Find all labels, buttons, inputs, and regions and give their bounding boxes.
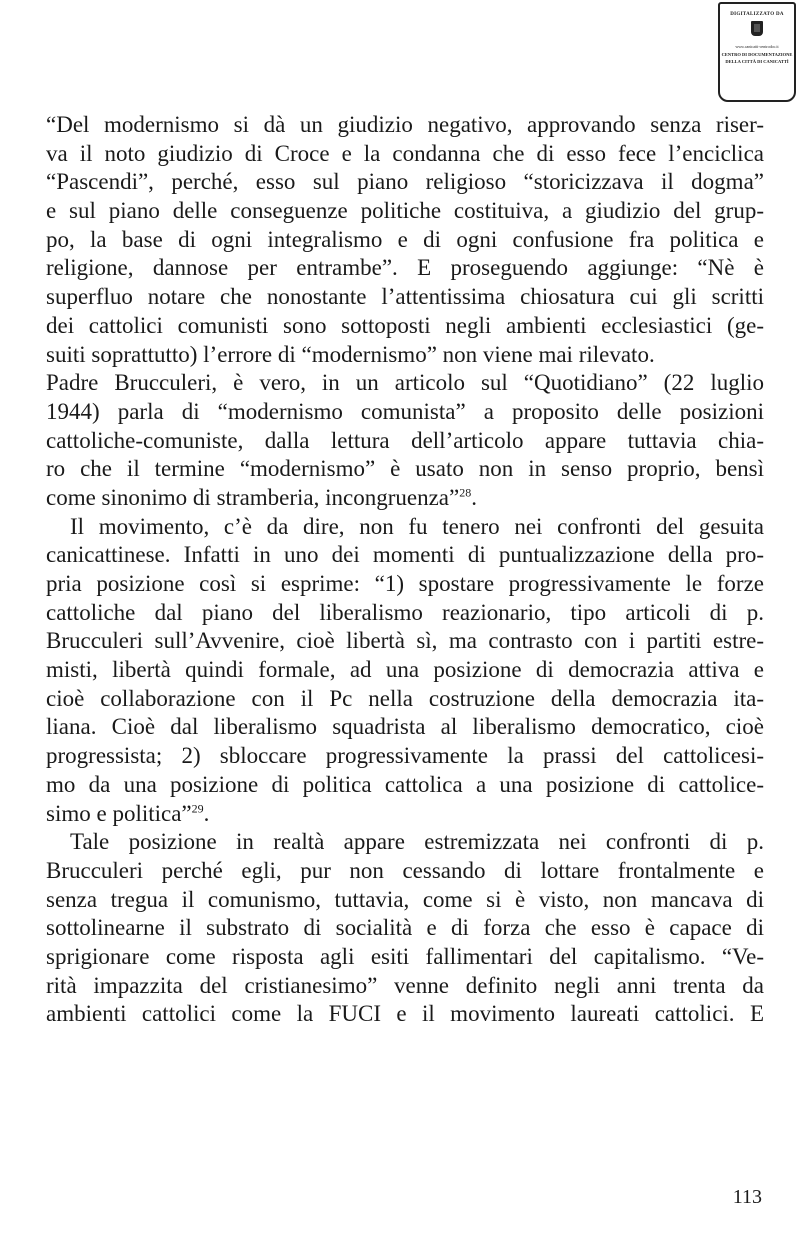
- stamp-heading: DIGITALIZZATO DA: [730, 12, 784, 17]
- body-text: [46, 111, 764, 1029]
- line-text: rità impazzita del cristianesimo” venne definito negli anni trenta da: [46, 972, 764, 998]
- text-line: [46, 570, 764, 599]
- text-line: [46, 455, 764, 484]
- stamp-url: www.canicatti-centrodoc.it: [735, 44, 779, 49]
- text-line: [46, 685, 764, 714]
- line-text: Padre Brucculeri, è vero, in un articolo sul “Quotidiano” (22 luglio: [46, 370, 764, 396]
- line-text: canicattinese. Infatti in uno dei momenti di puntualizzazione della pro-: [46, 542, 764, 568]
- line-text: cattoliche-comuniste, dalla lettura dell’articolo appare tuttavia chia-: [46, 427, 764, 453]
- line-text: sprigionare come risposta agli esiti fallimentari del capitalismo. “Ve-: [46, 943, 764, 969]
- line-text: progressista; 2) sbloccare progressivamente la prassi del cattolicesi-: [46, 743, 764, 769]
- text-line: [46, 1000, 764, 1029]
- text-line: [46, 828, 764, 857]
- line-text: superfluo notare che nonostante l’attentissima chiosatura cui gli scritti: [46, 284, 764, 310]
- line-text: “Del modernismo si dà un giudizio negativo, approvando senza riser-: [46, 112, 764, 137]
- line-text: come sinonimo di stramberia, incongruenza”: [46, 484, 460, 510]
- text-line: [46, 713, 764, 742]
- line-text: Il movimento, c’è da dire, non fu tenero nei confronti del gesuita: [70, 513, 764, 539]
- text-line: [46, 972, 764, 1001]
- line-text: va il noto giudizio di Croce e la condanna che di esso fece l’enciclica: [46, 140, 764, 166]
- line-text: Brucculeri sull’Avvenire, cioè libertà sì, ma contrasto con i partiti estre-: [46, 628, 764, 654]
- text-line: [46, 541, 764, 570]
- text-line: [46, 398, 764, 427]
- text-line: [46, 312, 764, 341]
- line-text: religione, dannose per entrambe”. E proseguendo aggiunge: “Nè è: [46, 255, 764, 281]
- text-line: [46, 857, 764, 886]
- line-text: suiti soprattutto) l’errore di “modernismo” non viene mai rilevato.: [46, 341, 655, 367]
- line-text: Tale posizione in realtà appare estremizzata nei confronti di p.: [70, 829, 764, 855]
- line-text: Brucculeri perché egli, pur non cessando di lottare frontalmente e: [46, 857, 764, 883]
- text-line: [46, 226, 764, 255]
- line-text: cattoliche dal piano del liberalismo reazionario, tipo articoli di p.: [46, 599, 764, 625]
- text-line: [46, 599, 764, 628]
- line-text: “Pascendi”, perché, esso sul piano religioso “storicizzava il dogma”: [46, 169, 764, 195]
- line-text: ro che il termine “modernismo” è usato non in senso proprio, bensì: [46, 456, 764, 482]
- text-line: [46, 886, 764, 915]
- text-line: [46, 627, 764, 656]
- text-line: [46, 484, 764, 513]
- text-line: [46, 341, 764, 370]
- text-line: [46, 111, 764, 140]
- footnote-ref: 28: [459, 485, 472, 500]
- text-line: [46, 513, 764, 542]
- text-line: [46, 197, 764, 226]
- stamp-line-2: DELLA CITTÀ DI CANICATTÌ: [725, 59, 789, 64]
- text-line: [46, 427, 764, 456]
- digitization-stamp: [718, 2, 796, 102]
- text-line: [46, 369, 764, 398]
- line-text: mo da una posizione di politica cattolica a una posizione di cattolice-: [46, 771, 764, 797]
- footnote-ref: 29: [191, 800, 204, 815]
- page-number: 113: [732, 1186, 762, 1208]
- line-text: simo e politica”: [46, 800, 192, 826]
- text-line: [46, 943, 764, 972]
- line-text: ambienti cattolici come la FUCI e il movimento laureati cattolici. E: [46, 1001, 764, 1027]
- text-line: [46, 283, 764, 312]
- city-crest-icon: [751, 21, 763, 36]
- text-line: [46, 656, 764, 685]
- line-text: pria posizione così si esprime: “1) spostare progressivamente le forze: [46, 571, 764, 596]
- text-line: [46, 140, 764, 169]
- line-text: cioè collaborazione con il Pc nella costruzione della democrazia ita-: [46, 685, 764, 711]
- text-line: [46, 254, 764, 283]
- line-trailing: .: [203, 800, 210, 826]
- text-line: [46, 771, 764, 800]
- line-text: po, la base di ogni integralismo e di ogni confusione fra politica e: [46, 226, 764, 252]
- text-line: [46, 168, 764, 197]
- line-text: misti, libertà quindi formale, ad una posizione di democrazia attiva e: [46, 657, 764, 683]
- line-text: 1944) parla di “modernismo comunista” a proposito delle posizioni: [46, 398, 764, 424]
- stamp-line-1: CENTRO DI DOCUMENTAZIONE: [721, 52, 793, 57]
- line-text: liana. Cioè dal liberalismo squadrista al liberalismo democratico, cioè: [46, 714, 764, 740]
- line-trailing: .: [471, 484, 477, 510]
- text-line: [46, 800, 764, 829]
- line-text: sottolinearne il substrato di socialità e di forza che esso è capace di: [46, 915, 764, 941]
- text-line: [46, 914, 764, 943]
- line-text: senza tregua il comunismo, tuttavia, come si è visto, non mancava di: [46, 886, 764, 912]
- line-text: e sul piano delle conseguenze politiche costituiva, a giudizio del grup-: [46, 198, 764, 224]
- line-text: dei cattolici comunisti sono sottoposti negli ambienti ecclesiastici (ge-: [46, 312, 764, 338]
- text-line: [46, 742, 764, 771]
